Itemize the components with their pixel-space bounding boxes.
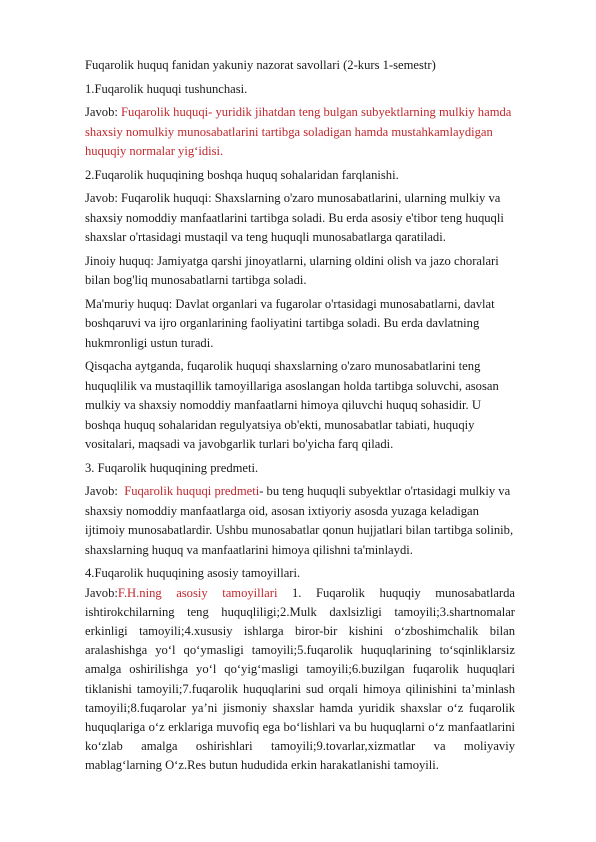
question-3: 3. Fuqarolik huquqining predmeti. [85, 460, 259, 475]
answer-4-rest: 1. Fuqarolik huquqiy munosabatlarda ishtirokchilarning teng huquqliligi;2.Mulk daxlsizligi tamoyili;3.shartnomalar erkinligi tamoyili;4.xususiy ishlarga biror-bir kishini o‘zboshimchalik bilan aralashishga yo‘l qo‘ymasligi tamoyili;5.fuqarolik huquqlarining to‘sqinliklarsiz amalga oshirilishga yo‘l qo‘yig‘masligi tamoyili;6.buzilgan fuqarolik huquqlari tiklanishi tamoyili;7.fuqarolik huquqlarini sud orqali himoya qilinishini ta’minlash tamoyili;8.fuqarolar ya’ni jismoniy shaxslar hamda yuridik shaxslar o‘z fuqarolik huquqlariga o‘z erklariga muvofiq ega bo‘lishlari va bu huquqlarni o‘z manfaatlarini ko‘zlab amalga oshirishlari tamoyili;9.tovarlar,xizmatlar va moliyaviy mablag‘larning O‘z.Res butun hududida erkin harakatlanishi tamoyili. [85, 585, 515, 773]
answer-3-rest: - bu teng huquqli subyektlar o'rtasidagi mulkiy va shaxsiy nomoddiy manfaatlarga oid, asosan ixtiyoriy asosda yuzaga keladigan ijtimoiy munosabatlardir. Ushbu munosabatlar qonun hujjatlari bilan tartibga solinib, shaxslarning huquq va manfaatlarini himoya qilishni ta'minlaydi. [85, 484, 514, 557]
answer-3-prefix: Javob: [85, 484, 125, 498]
document-title: Fuqarolik huquq fanidan yakuniy nazorat savollari (2-kurs 1-semestr) [85, 58, 436, 72]
question-1: 1.Fuqarolik huquqi tushunchasi. [85, 81, 248, 96]
answer-1-prefix: Javob: [85, 105, 122, 119]
answer-1-highlight: Fuqarolik huquqi- yuridik jihatdan teng bulgan subyektlarning mulkiy hamda shaxsiy nomulkiy munosabatlarini tartibga soladigan hamda mustahkamlaydigan huquqiy normalar yig‘idisi. [85, 105, 512, 158]
question-4: 4.Fuqarolik huquqining asosiy tamoyillari. [85, 566, 301, 580]
answer-4 [85, 584, 515, 776]
answer-4-prefix: Javob: [85, 585, 118, 600]
answer-1 [85, 103, 515, 162]
answer-3-highlight: Fuqarolik huquqi predmeti [124, 484, 260, 498]
question-2: 2.Fuqarolik huquqining boshqa huquq sohalaridan farqlanishi. [85, 167, 399, 182]
answer-2-paragraph: Javob: Fuqarolik huquqi: Shaxslarning o'zaro munosabatlarini, ularning mulkiy va shaxsiy nomoddiy manfaatlarini tartibga soladi. Bu erda asosiy e'tibor teng huquqli shaxslar o'rtasidagi mustaqil va teng huquqli munosabatlarga qaratiladi. [85, 191, 504, 244]
document-page [85, 56, 515, 776]
answer-2-paragraph: Qisqacha aytganda, fuqarolik huquqi shaxslarning o'zaro munosabatlarini teng huquqlilik va mustaqillik tamoyillariga asoslangan holda tartibga soluvchi, asosan mulkiy va shaxsiy nomoddiy manfaatlarni himoya qiluvchi huquq sohasidir. U boshqa huquq sohalaridan regulyatsiya ob'ekti, munosabatlar tabiati, huquqiy vositalari, maqsadi va javobgarlik turlari bo'yicha farq qiladi. [85, 359, 499, 451]
answer-4-highlight: F.H.ning asosiy tamoyillari [117, 585, 278, 600]
answer-3 [85, 482, 515, 560]
answer-2-paragraph: Ma'muriy huquq: Davlat organlari va fugarolar o'rtasidagi munosabatlarni, davlat boshqaruvi va ijro organlarining faoliyatini tartibga soladi. Bu erda davlatning hukmronligi ustun turadi. [85, 296, 495, 350]
answer-2-paragraph: Jinoiy huquq: Jamiyatga qarshi jinoyatlarni, ularning oldini olish va jazo choralari bilan bog'liq munosabatlarni tartibga soladi. [85, 253, 499, 287]
